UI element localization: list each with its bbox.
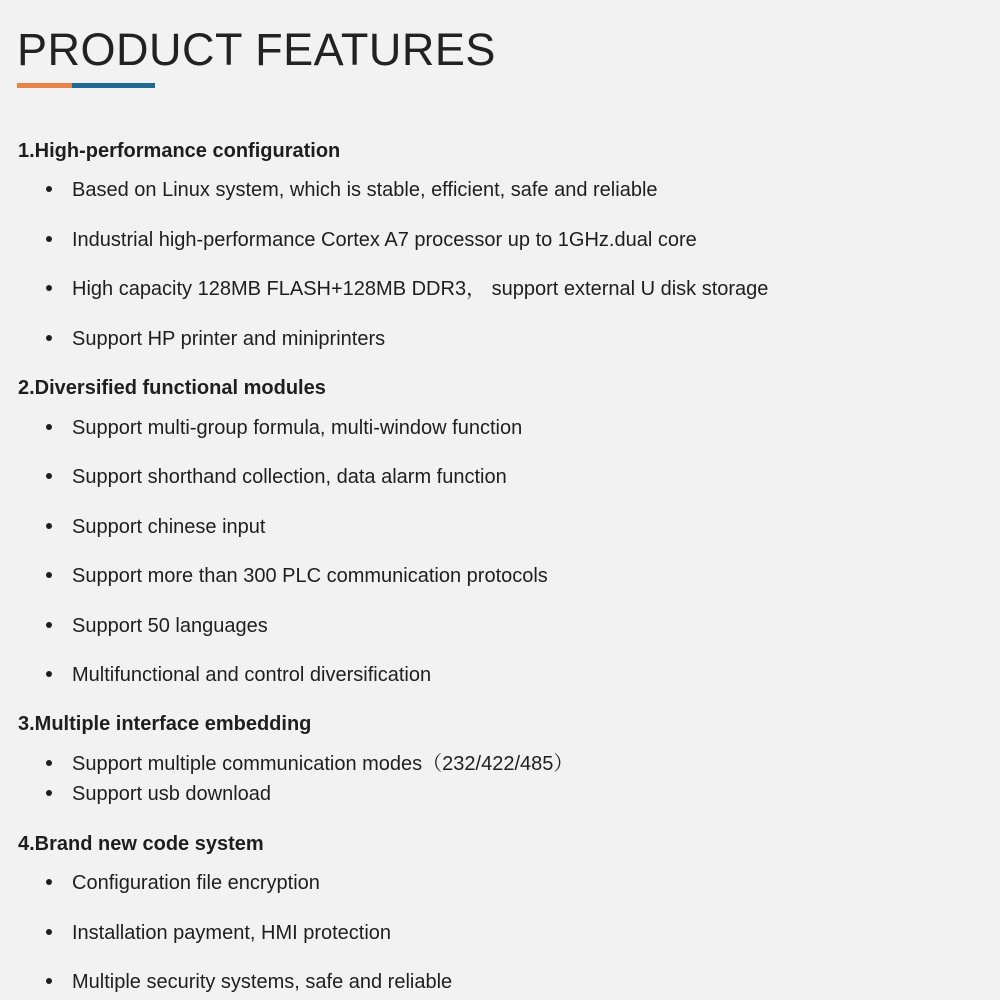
underline-orange-segment xyxy=(17,83,72,88)
bullet-icon xyxy=(46,473,52,479)
page-title: PRODUCT FEATURES xyxy=(17,24,496,75)
list-item-text: Support usb download xyxy=(72,783,272,805)
list-item-text: Support 50 languages xyxy=(72,615,268,637)
list-item xyxy=(46,277,768,301)
list-item-text: High capacity 128MB FLASH+128MB DDR3， support external U disk storage xyxy=(72,278,769,300)
bullet-icon xyxy=(46,622,52,628)
list-item-text: Multifunctional and control diversification xyxy=(72,664,432,686)
section-heading-2: 2.Diversified functional modules xyxy=(18,377,326,399)
section-heading-4: 4.Brand new code system xyxy=(18,833,264,855)
list-item xyxy=(46,871,320,895)
bullet-icon xyxy=(46,424,52,430)
list-item xyxy=(46,327,385,351)
section-heading-1: 1.High-performance configuration xyxy=(18,140,341,162)
bullet-icon xyxy=(46,335,52,341)
bullet-icon xyxy=(46,879,52,885)
list-item xyxy=(46,515,265,539)
list-item-text: Installation payment, HMI protection xyxy=(72,922,392,944)
section-heading-3: 3.Multiple interface embedding xyxy=(18,713,312,735)
list-item xyxy=(46,178,658,202)
list-item xyxy=(46,782,271,806)
list-item-text: Support shorthand collection, data alarm function xyxy=(72,466,507,488)
bullet-icon xyxy=(46,671,52,677)
bullet-icon xyxy=(46,236,52,242)
list-item-text: Support HP printer and miniprinters xyxy=(72,328,386,350)
list-item-text: Support chinese input xyxy=(72,516,266,538)
list-item-text: Multiple security systems, safe and reliable xyxy=(72,971,453,993)
underline-blue-segment xyxy=(72,83,155,88)
list-item xyxy=(46,564,548,588)
list-item xyxy=(46,465,507,489)
list-item xyxy=(46,416,522,440)
bullet-icon xyxy=(46,790,52,796)
list-item-text: Configuration file encryption xyxy=(72,872,320,894)
list-item xyxy=(46,228,697,252)
list-item-text: Support multi-group formula, multi-window function xyxy=(72,417,523,439)
title-underline xyxy=(17,83,155,88)
list-item-text: Support more than 300 PLC communication protocols xyxy=(72,565,548,587)
bullet-icon xyxy=(46,285,52,291)
bullet-icon xyxy=(46,523,52,529)
bullet-icon xyxy=(46,572,52,578)
bullet-icon xyxy=(46,929,52,935)
list-item xyxy=(46,752,573,776)
list-item-text: Industrial high-performance Cortex A7 processor up to 1GHz.dual core xyxy=(72,229,697,251)
list-item xyxy=(46,663,431,687)
list-item-text: Support multiple communication modes（232/422/485） xyxy=(72,753,574,775)
list-item xyxy=(46,921,391,945)
bullet-icon xyxy=(46,186,52,192)
bullet-icon xyxy=(46,760,52,766)
list-item xyxy=(46,614,268,638)
bullet-icon xyxy=(46,978,52,984)
list-item-text: Based on Linux system, which is stable, efficient, safe and reliable xyxy=(72,179,658,201)
list-item xyxy=(46,970,452,994)
